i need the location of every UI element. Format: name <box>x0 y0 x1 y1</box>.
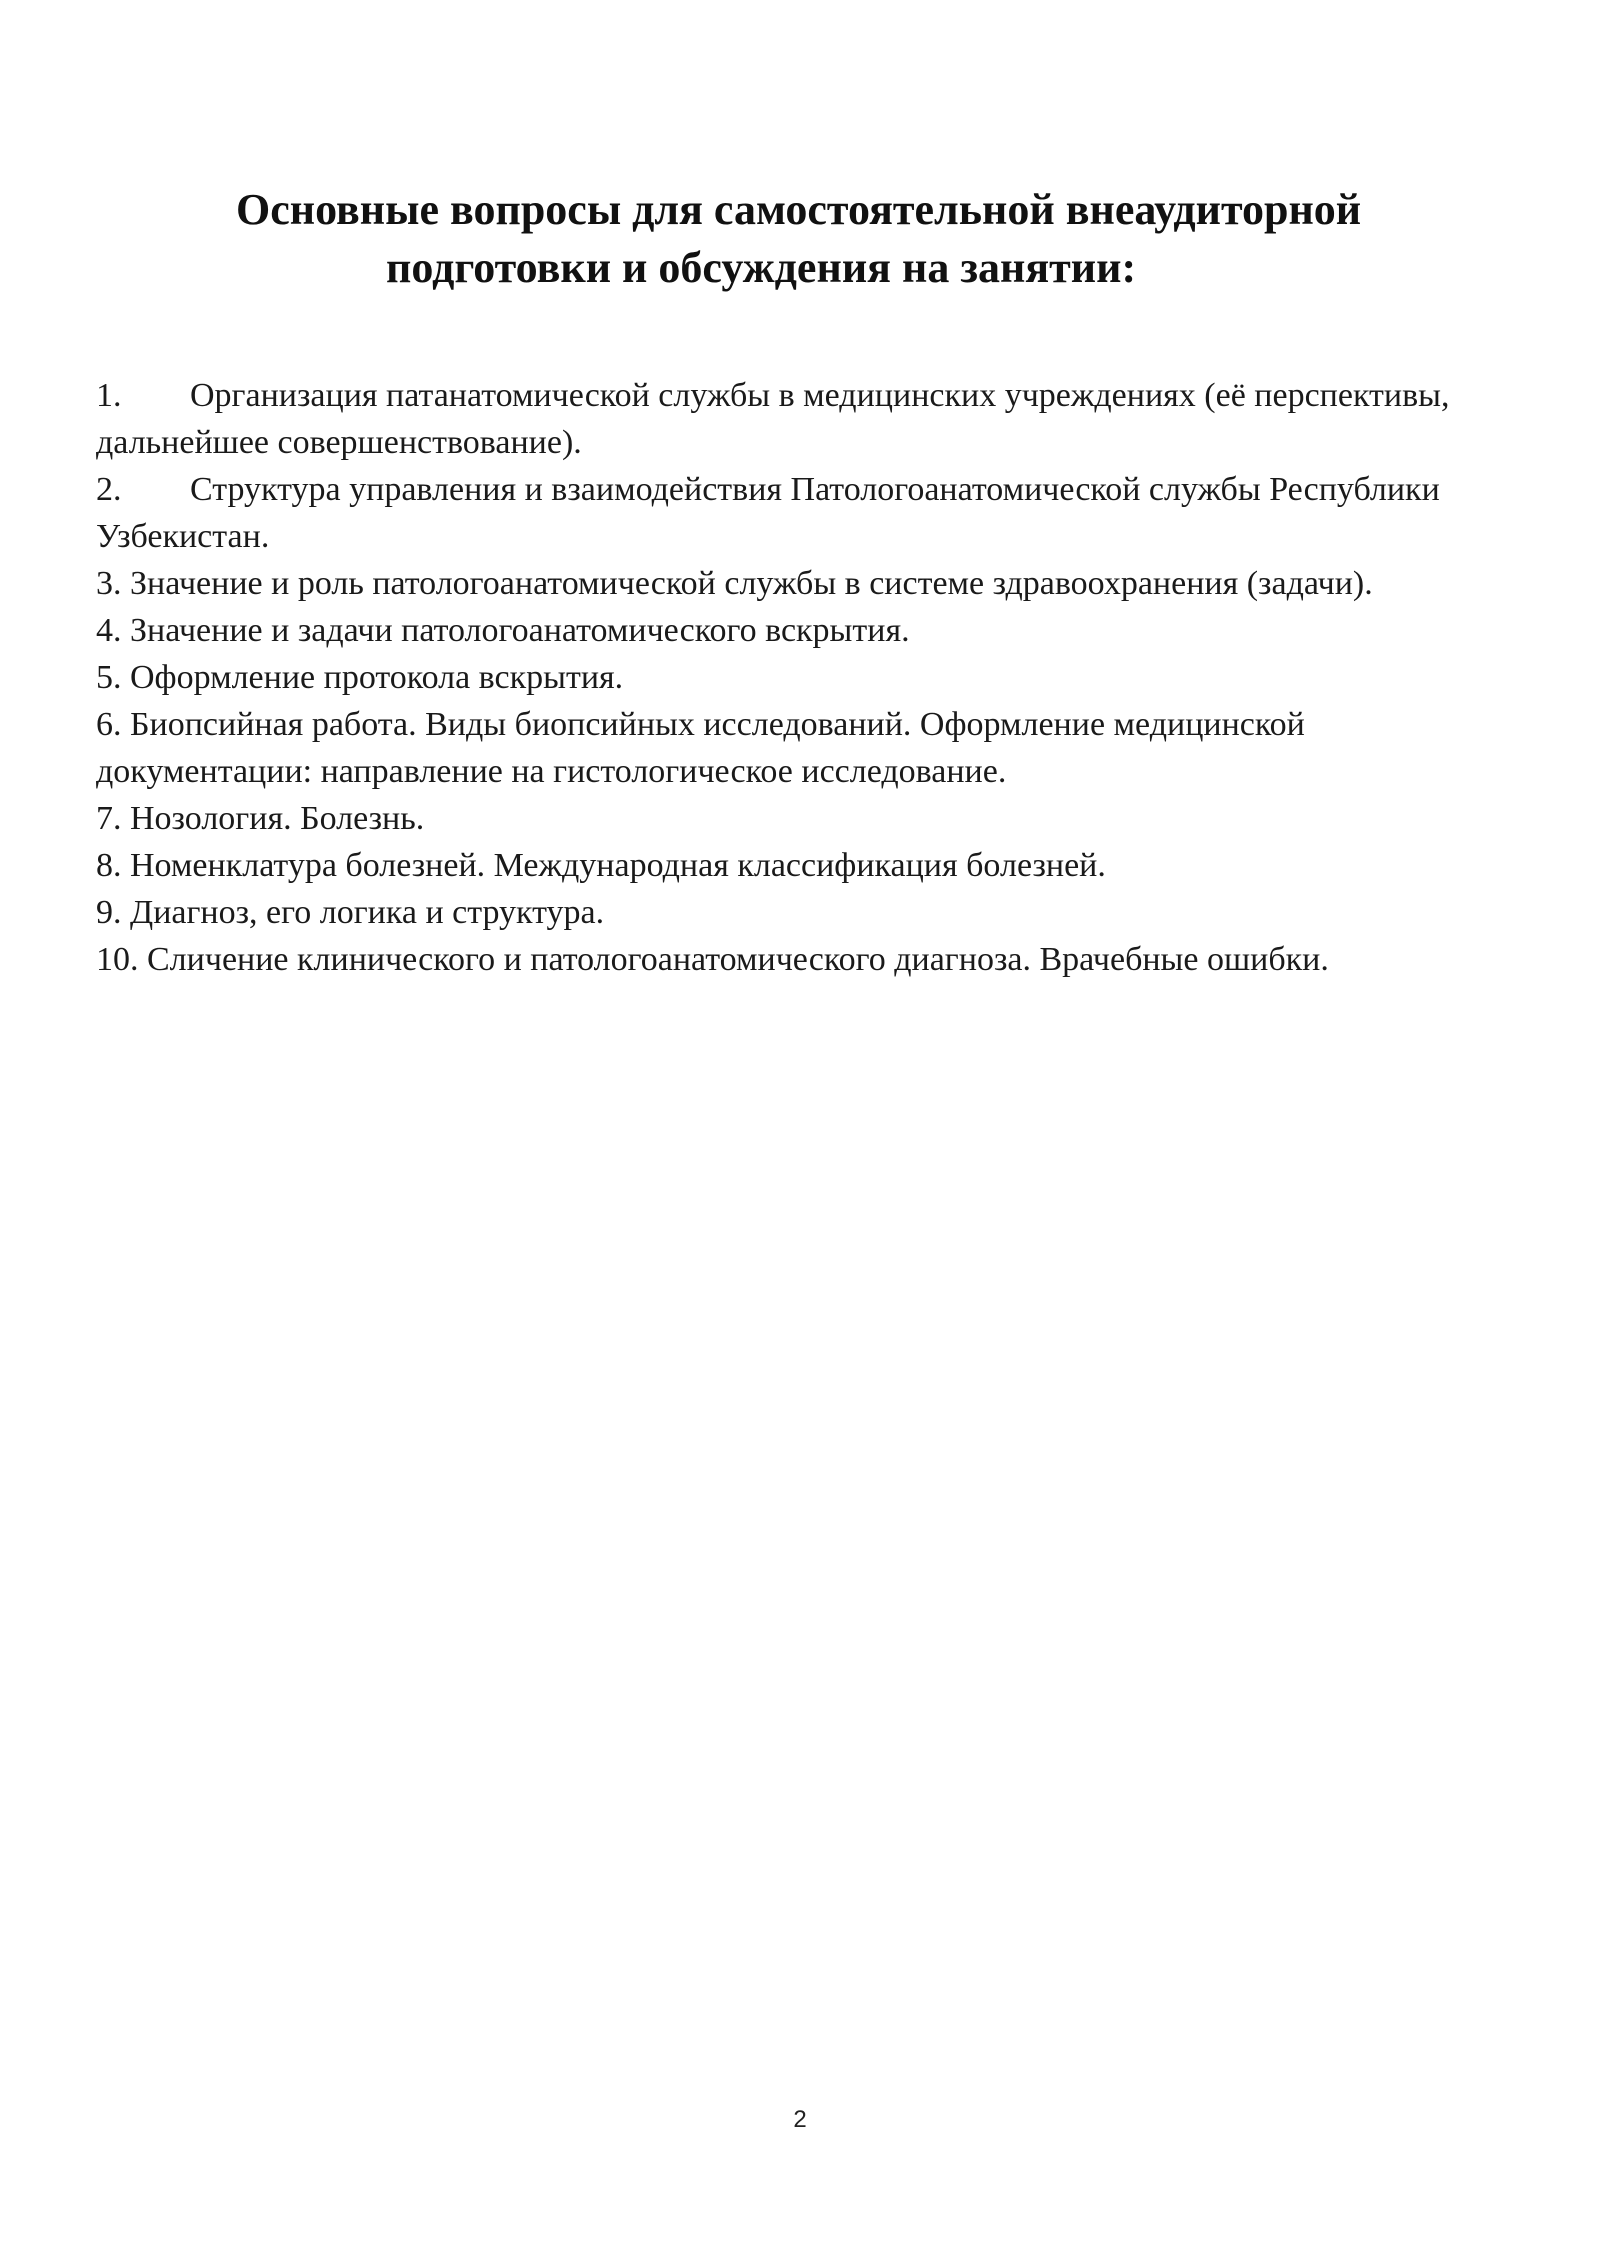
question-item <box>96 842 1516 889</box>
question-text: Биопсийная работа. Виды биопсийных исследований. Оформление медицинской документации: направление на гистологическое исследование. <box>96 706 1305 790</box>
question-text: Нозология. Болезнь. <box>130 800 425 837</box>
question-text: Сличение клинического и патологоанатомического диагноза. Врачебные ошибки. <box>147 941 1329 978</box>
question-item <box>96 936 1516 983</box>
question-number: 7. <box>96 800 122 837</box>
title-line-1: Основные вопросы для самостоятельной внеаудиторной <box>236 185 1362 235</box>
page-title <box>96 181 1504 297</box>
question-number: 3. <box>96 565 122 602</box>
question-number: 8. <box>96 847 122 884</box>
question-number: 2. <box>96 471 122 508</box>
question-item <box>96 795 1516 842</box>
question-text: Значение и задачи патологоанатомического вскрытия. <box>130 612 910 649</box>
questions-list <box>96 372 1516 983</box>
question-text: Диагноз, его логика и структура. <box>130 894 605 931</box>
question-number: 4. <box>96 612 122 649</box>
question-item <box>96 607 1516 654</box>
question-item <box>96 466 1516 560</box>
question-text: Значение и роль патологоанатомической службы в системе здравоохранения (задачи). <box>130 565 1373 602</box>
question-text: Оформление протокола вскрытия. <box>130 659 624 696</box>
question-text: Структура управления и взаимодействия Патологоанатомической службы Республики Узбекистан. <box>96 471 1440 555</box>
question-number: 10. <box>96 941 139 978</box>
question-number: 9. <box>96 894 122 931</box>
question-item <box>96 560 1516 607</box>
question-text: Номенклатура болезней. Международная классификация болезней. <box>130 847 1106 884</box>
question-number: 1. <box>96 377 122 414</box>
question-item <box>96 701 1516 795</box>
question-text: Организация патанатомической службы в медицинских учреждениях (её перспективы, дальнейшее совершенствование). <box>96 377 1450 461</box>
question-item <box>96 889 1516 936</box>
question-item <box>96 654 1516 701</box>
question-item <box>96 372 1516 466</box>
question-number: 6. <box>96 706 122 743</box>
question-number: 5. <box>96 659 122 696</box>
page-number: 2 <box>793 2106 807 2133</box>
title-line-2: подготовки и обсуждения на занятии: <box>386 243 1137 293</box>
